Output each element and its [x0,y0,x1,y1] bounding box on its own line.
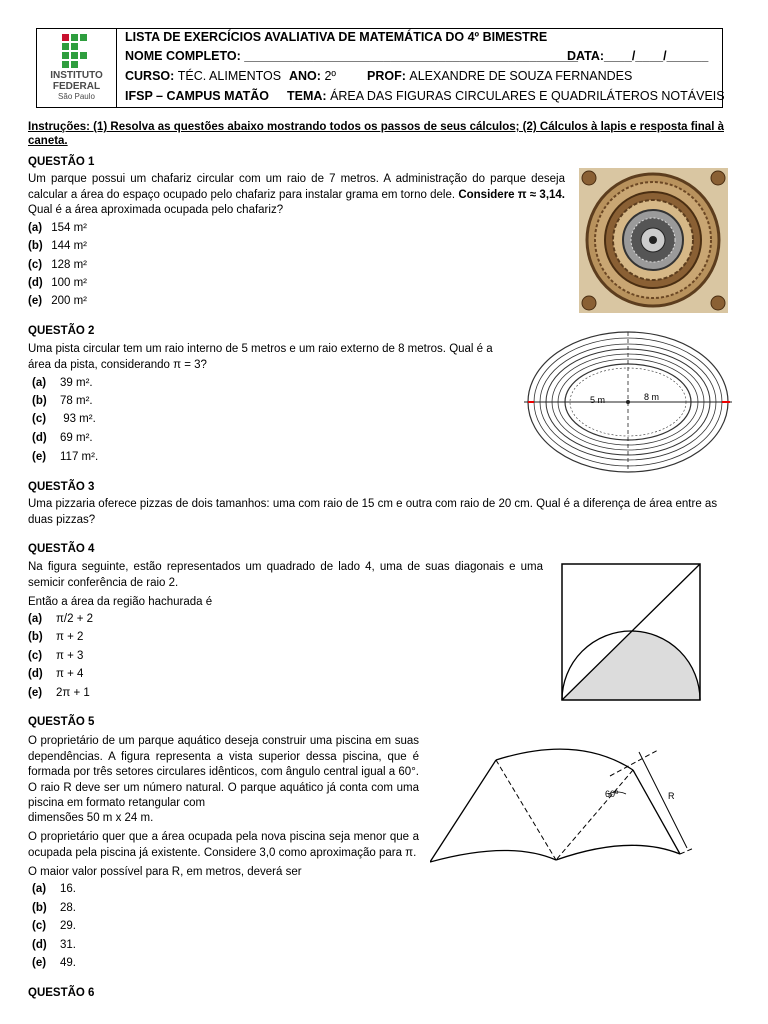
q5-title: QUESTÃO 5 [28,716,95,728]
curso-label: CURSO: [125,69,175,83]
q5-text4: O maior valor possível para R, em metros, deverá ser [28,866,302,878]
logo-cell [36,28,117,108]
q1-text [28,172,565,219]
q4-option-a [28,613,93,625]
fountain-image [579,168,728,313]
q2-title: QUESTÃO 2 [28,325,95,337]
q4-option-value: π + 2 [56,631,84,643]
q1-option-key: (d) [28,277,43,289]
q4-option-value: π + 4 [56,668,84,680]
q2-option-b [32,395,93,407]
prof-label: PROF: [367,69,406,83]
q4-option-key: (e) [28,687,43,699]
track-label-outer: 8 m [644,392,660,402]
q4-option-value: π/2 + 2 [56,613,94,625]
q1-option-value: 144 m² [51,240,87,252]
logo-line2: FEDERAL [52,81,101,92]
q1-option-key: (c) [28,259,43,271]
logo-line1: INSTITUTO [50,70,103,81]
q2-option-value: 117 m². [60,451,99,463]
header-data: DATA:____/____/______ [567,49,709,63]
q6-title: QUESTÃO 6 [28,987,95,999]
q5-text2: dimensões 50 m x 24 m. [28,812,154,824]
q5-option-value: 49. [60,957,76,969]
q4-option-key: (d) [28,668,43,680]
q4-title: QUESTÃO 4 [28,543,95,555]
q2-option-d [32,432,93,444]
header-campus: IFSP – CAMPUS MATÃO [125,89,269,103]
q2-option-key: (d) [32,432,47,444]
q2-option-value: 39 m². [60,377,93,389]
curso-value: TÉC. ALIMENTOS [177,69,282,83]
q4-option-d [28,668,83,680]
header-tema [287,89,725,103]
q2-option-c [32,413,96,425]
header-prof [367,69,632,83]
pool-figure [430,744,720,894]
q2-option-key: (b) [32,395,47,407]
q4-option-key: (b) [28,631,43,643]
q5-option-a [32,883,76,895]
q4-text2: Então a área da região hachurada é [28,596,213,608]
q2-option-value: 69 m². [60,432,93,444]
q5-option-key: (a) [32,883,47,895]
instructions: Instruções: (1) Resolva as questões abaixo mostrando todos os passos de seus cálculos; (2) Cálculos à lapis e resposta final à caneta. [28,121,724,147]
q2-option-value: 78 m². [60,395,93,407]
q1-option-key: (e) [28,295,43,307]
q2-option-value: 93 m². [60,413,96,425]
q1-text-a: Um parque possui um chafariz circular com um raio de 7 metros. A administração do parque deseja calcular a área do espaço ocupado pelo chafariz para instalar grama em torno dele. [28,173,565,201]
logo-line3: São Paulo [58,92,95,101]
prof-value: ALEXANDRE DE SOUZA FERNANDES [409,69,633,83]
square-figure [561,563,702,702]
q3-title: QUESTÃO 3 [28,481,95,493]
header-nome: NOME COMPLETO: ________________________________________________ [125,49,578,63]
q1-option-value: 128 m² [51,259,87,271]
q3-text: Uma pizzaria oferece pizzas de dois tamanhos: uma com raio de 15 cm e outra com raio de 20 cm. Qual é a diferença de área entre as duas pizzas? [28,498,718,526]
q1-option-a [28,222,87,234]
q5-option-value: 28. [60,902,76,914]
q1-option-value: 100 m² [51,277,87,289]
track-label-inner: 5 m [590,395,606,405]
q5-option-key: (b) [32,902,47,914]
q5-option-value: 29. [60,920,76,932]
q1-text-b: Considere π ≈ 3,14. [458,188,566,201]
q4-option-b [28,631,83,643]
pool-angle-label: 60º [605,789,619,799]
q4-text1: Na figura seguinte, estão representados um quadrado de lado 4, uma de suas diagonais e uma semicir conferência de raio 2. [28,561,543,589]
header-ano [289,69,336,83]
q4-option-key: (a) [28,613,43,625]
ano-value: 2º [324,69,336,83]
q5-option-key: (d) [32,939,47,951]
q4-option-c [28,650,83,662]
q1-option-e [28,295,87,307]
q5-text3: O proprietário quer que a área ocupada pela nova piscina seja menor que a ocupada pela piscina já existente. Considere 3,0 como aproximação para π. [28,831,419,859]
q1-text-c: Qual é a área aproximada ocupada pelo chafariz? [28,204,284,216]
q4-option-value: 2π + 1 [56,687,90,699]
tema-value: ÁREA DAS FIGURAS CIRCULARES E QUADRILÁTEROS NOTÁVEIS [330,89,725,103]
q5-option-key: (c) [32,920,47,932]
q1-option-d [28,277,87,289]
q5-text1: O proprietário de um parque aquático deseja construir uma piscina em suas dependências. A figura representa a vista superior dessa piscina, que é formada por três setores circulares idênticos, com ângulo central igual a 60°. O raio R deve ser um número natural. O parque aquático já conta com uma piscina em formato retangular com [28,735,419,809]
q1-option-c [28,259,87,271]
q1-option-key: (a) [28,222,43,234]
radius-dimension-line [639,752,687,848]
q5-option-e [32,957,76,969]
q1-option-value: 200 m² [51,295,87,307]
q2-option-a [32,377,93,389]
q5-option-value: 31. [60,939,76,951]
q1-option-value: 154 m² [51,222,87,234]
ano-label: ANO: [289,69,321,83]
q2-option-key: (a) [32,377,47,389]
track-figure [524,328,732,476]
q4-option-value: π + 3 [56,650,84,662]
pool-radius-label: R [668,791,675,801]
q5-option-value: 16. [60,883,76,895]
q5-option-b [32,902,76,914]
q1-option-b [28,240,87,252]
q2-option-e [32,451,98,463]
q2-option-key: (e) [32,451,47,463]
q5-option-c [32,920,76,932]
q4-option-key: (c) [28,650,43,662]
tema-label: TEMA: [287,89,327,103]
q5-option-d [32,939,76,951]
q4-option-e [28,687,90,699]
q1-title: QUESTÃO 1 [28,156,95,168]
q2-option-key: (c) [32,413,47,425]
q2-text: Uma pista circular tem um raio interno de 5 metros e um raio externo de 8 metros. Qual é a área da pista, considerando π = 3? [28,343,493,371]
q5-option-key: (e) [32,957,47,969]
header-curso [125,69,281,83]
header-title: LISTA DE EXERCÍCIOS AVALIATIVA DE MATEMÁTICA DO 4º BIMESTRE [125,30,548,44]
q1-option-key: (b) [28,240,43,252]
